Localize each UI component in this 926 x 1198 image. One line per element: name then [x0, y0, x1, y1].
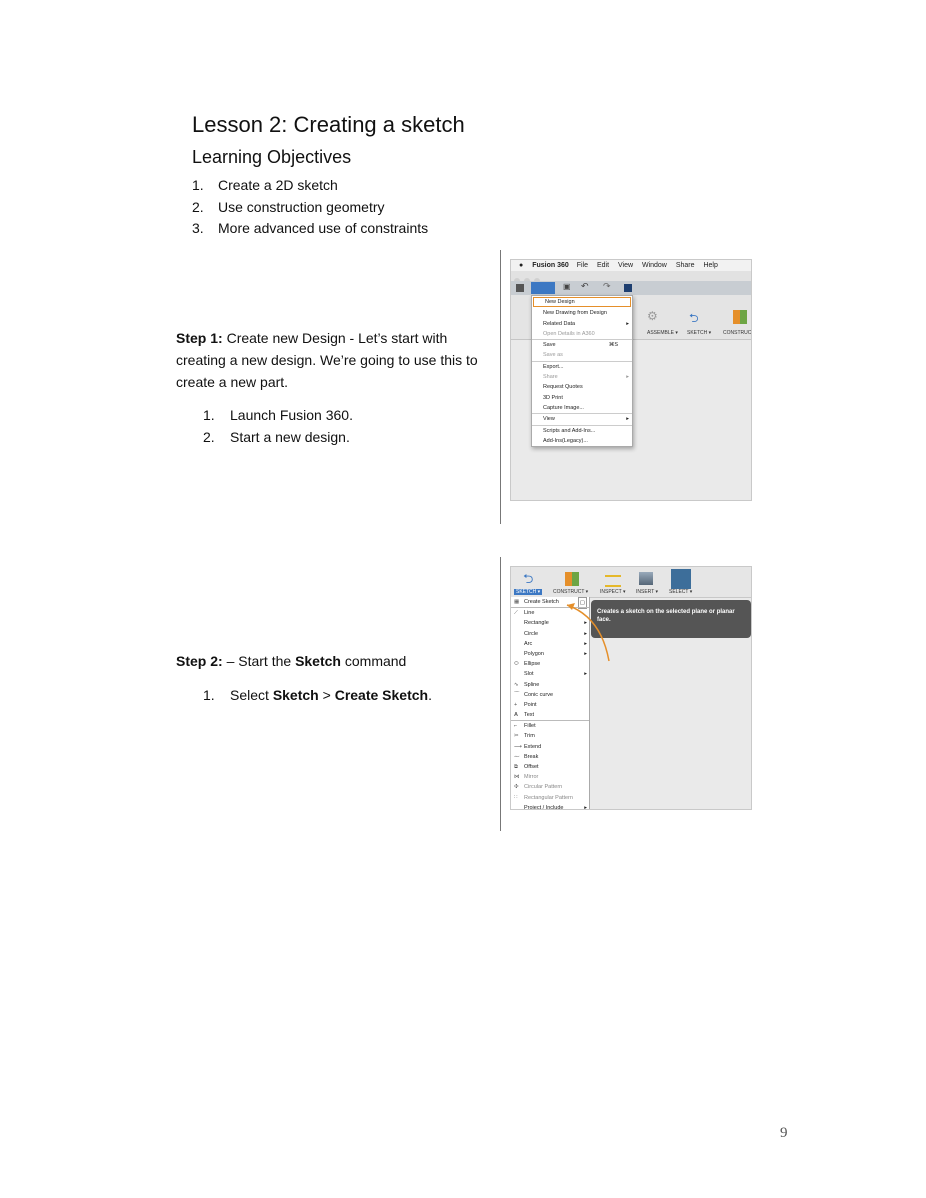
assemble-icon[interactable]: ⚙: [647, 309, 658, 323]
construct-label[interactable]: CONSTRUC: [723, 330, 752, 336]
menu-item-capture-image[interactable]: Capture Image...: [543, 404, 584, 411]
menu-item-request-quotes[interactable]: Request Quotes: [543, 384, 583, 391]
submenu-arrow-icon: ▸: [584, 640, 587, 647]
submenu-arrow-icon: ▸: [584, 650, 587, 657]
file-menu-button[interactable]: [531, 282, 555, 294]
screenshot-create-sketch: [510, 566, 752, 810]
menu-item-save-as[interactable]: Save as: [543, 352, 563, 359]
menu-item-new-drawing[interactable]: New Drawing from Design: [543, 310, 607, 317]
submenu-arrow-icon: ▸: [626, 374, 629, 381]
ellipse-icon: ⬭: [514, 661, 519, 668]
step2-item: 1. Select Sketch > Create Sketch.: [203, 687, 432, 703]
callout-arrow-icon: [561, 597, 621, 667]
menu-edit[interactable]: Edit: [596, 262, 610, 269]
data-panel-icon[interactable]: [516, 284, 524, 292]
screenshot-new-design: [510, 259, 752, 501]
menu-item-break[interactable]: ⁓ Break: [511, 752, 589, 762]
window-titlebar: [511, 271, 751, 281]
conic-curve-icon: ⌒: [514, 691, 520, 698]
submenu-arrow-icon: ▸: [626, 320, 629, 327]
menu-item-line[interactable]: ⟋ Line: [511, 607, 589, 618]
lesson-title: Lesson 2: Creating a sketch: [192, 112, 465, 137]
inspect-label[interactable]: INSPECT ▾: [600, 589, 626, 595]
construct-icon[interactable]: [733, 310, 747, 324]
submenu-arrow-icon: ▸: [626, 416, 629, 423]
menu-item-project-include[interactable]: Project / Include ▸: [511, 803, 589, 810]
sketch-menu-button[interactable]: SKETCH ▾: [516, 589, 541, 595]
line-icon: ⟋: [514, 610, 518, 617]
menu-app-name[interactable]: Fusion 360: [532, 262, 569, 269]
submenu-arrow-icon: ▸: [584, 804, 587, 810]
construct-label[interactable]: CONSTRUCT ▾: [553, 589, 589, 595]
menu-item-export[interactable]: Export...: [532, 361, 632, 372]
sketch-label[interactable]: SKETCH ▾: [687, 330, 712, 336]
menu-share[interactable]: Share: [675, 262, 695, 269]
step1-divider: [500, 250, 501, 524]
objectives-list: [192, 175, 428, 240]
submenu-arrow-icon: ▸: [584, 630, 587, 637]
submenu-arrow-icon: ▸: [584, 620, 587, 627]
menu-help[interactable]: Help: [703, 262, 718, 269]
menu-item-save[interactable]: Save ⌘S: [532, 339, 632, 350]
sketch-icon[interactable]: ⮌: [523, 571, 534, 586]
trim-icon: ✂: [514, 733, 519, 740]
create-sketch-tooltip: Creates a sketch on the selected plane or planar face.: [591, 600, 751, 638]
menu-file[interactable]: File: [576, 262, 588, 269]
menu-item-ellipse[interactable]: ⬭ Ellipse: [511, 659, 589, 669]
menu-item-extend[interactable]: ⟶ Extend: [511, 742, 589, 752]
step1-description: Step 1: Create new Design - Let’s start with creating a new design. We’re going to use this to create a new part.: [176, 330, 478, 390]
menu-item-related-data[interactable]: Related Data ▸: [532, 319, 632, 329]
menu-item-rectangle[interactable]: Rectangle ▸: [511, 618, 589, 628]
offset-icon: ⧉: [514, 764, 518, 770]
menu-item-circle[interactable]: Circle ▸: [511, 629, 589, 639]
undo-icon[interactable]: ↶: [581, 281, 589, 291]
pin-icon[interactable]: ▢: [578, 597, 587, 609]
insert-icon[interactable]: [639, 572, 653, 585]
step1-item: 1. Launch Fusion 360.: [203, 407, 353, 423]
point-icon: +: [514, 701, 518, 708]
ribbon-toolbar: [511, 567, 751, 598]
insert-label[interactable]: INSERT ▾: [636, 589, 659, 595]
menu-item-point[interactable]: + Point: [511, 700, 589, 710]
menu-item-text[interactable]: A Text: [511, 710, 589, 720]
sketch-icon[interactable]: ⮌: [689, 311, 699, 325]
menu-window[interactable]: Window: [641, 262, 667, 269]
menu-item-new-design[interactable]: New Design: [533, 297, 631, 307]
mirror-icon: ⋈: [514, 774, 520, 781]
menu-item-rectangular-pattern[interactable]: ∷ Rectangular Pattern: [511, 793, 589, 803]
menu-item-arc[interactable]: Arc ▸: [511, 639, 589, 649]
menu-item-fillet[interactable]: ⌐ Fillet: [511, 720, 589, 731]
step2-description: Step 2: – Start the Sketch command: [176, 653, 407, 669]
menu-item-open-details[interactable]: Open Details in A360: [543, 330, 595, 337]
menu-item-view[interactable]: View ▸: [532, 413, 632, 424]
extend-icon: ⟶: [514, 743, 522, 750]
select-icon[interactable]: [671, 569, 691, 589]
menu-item-slot[interactable]: Slot ▸: [511, 669, 589, 679]
assemble-label[interactable]: ASSEMBLE ▾: [647, 330, 678, 336]
menu-item-addins-legacy[interactable]: Add-Ins(Legacy)...: [543, 437, 588, 444]
menu-item-trim[interactable]: ✂ Trim: [511, 731, 589, 741]
construct-icon[interactable]: [565, 572, 579, 586]
circular-pattern-icon: ✣: [514, 784, 519, 791]
step1-item: 2. Start a new design.: [203, 428, 350, 445]
redo-icon[interactable]: ↷: [603, 281, 611, 291]
text-icon: A: [514, 712, 518, 719]
menu-item-share[interactable]: Share ▸: [532, 372, 632, 382]
menu-item-create-sketch[interactable]: ▦ Create Sketch ▢: [511, 597, 589, 607]
objective-item: 2. Use construction geometry: [192, 198, 385, 215]
break-icon: ⁓: [514, 753, 520, 760]
page-number: 9: [780, 1125, 788, 1141]
save-shortcut: ⌘S: [608, 342, 618, 349]
select-label[interactable]: SELECT ▾: [669, 589, 693, 595]
step2-divider: [500, 557, 501, 831]
quick-access-toolbar: [511, 281, 751, 295]
menu-item-mirror[interactable]: ⋈ Mirror: [511, 772, 589, 782]
file-dropdown-menu: [531, 295, 633, 447]
learning-objectives-heading: Learning Objectives: [192, 147, 352, 167]
menu-item-3d-print[interactable]: 3D Print: [543, 394, 563, 401]
objective-item: 3. More advanced use of constraints: [192, 220, 429, 236]
submenu-arrow-icon: ▸: [584, 671, 587, 678]
objective-item: 1. Create a 2D sketch: [192, 177, 338, 193]
mac-menubar: [511, 260, 751, 271]
menu-item-polygon[interactable]: Polygon ▸: [511, 649, 589, 659]
apple-icon: ●: [519, 262, 524, 269]
job-status-icon[interactable]: [624, 284, 632, 292]
save-icon[interactable]: ▣: [563, 282, 571, 291]
create-sketch-icon: ▦: [514, 599, 520, 605]
rectangular-pattern-icon: ∷: [514, 794, 518, 801]
menu-item-circular-pattern[interactable]: ✣ Circular Pattern: [511, 782, 589, 792]
menu-view[interactable]: View: [617, 262, 634, 269]
menu-item-offset[interactable]: ⧉ Offset: [511, 762, 589, 772]
menu-item-conic-curve[interactable]: ⌒ Conic curve: [511, 690, 589, 700]
menu-item-scripts[interactable]: Scripts and Add-Ins...: [532, 425, 632, 436]
spline-icon: ∿: [514, 681, 519, 688]
menu-item-spline[interactable]: ∿ Spline: [511, 680, 589, 690]
fillet-icon: ⌐: [514, 723, 518, 730]
inspect-icon[interactable]: [605, 575, 621, 587]
step1-list: [203, 405, 353, 448]
